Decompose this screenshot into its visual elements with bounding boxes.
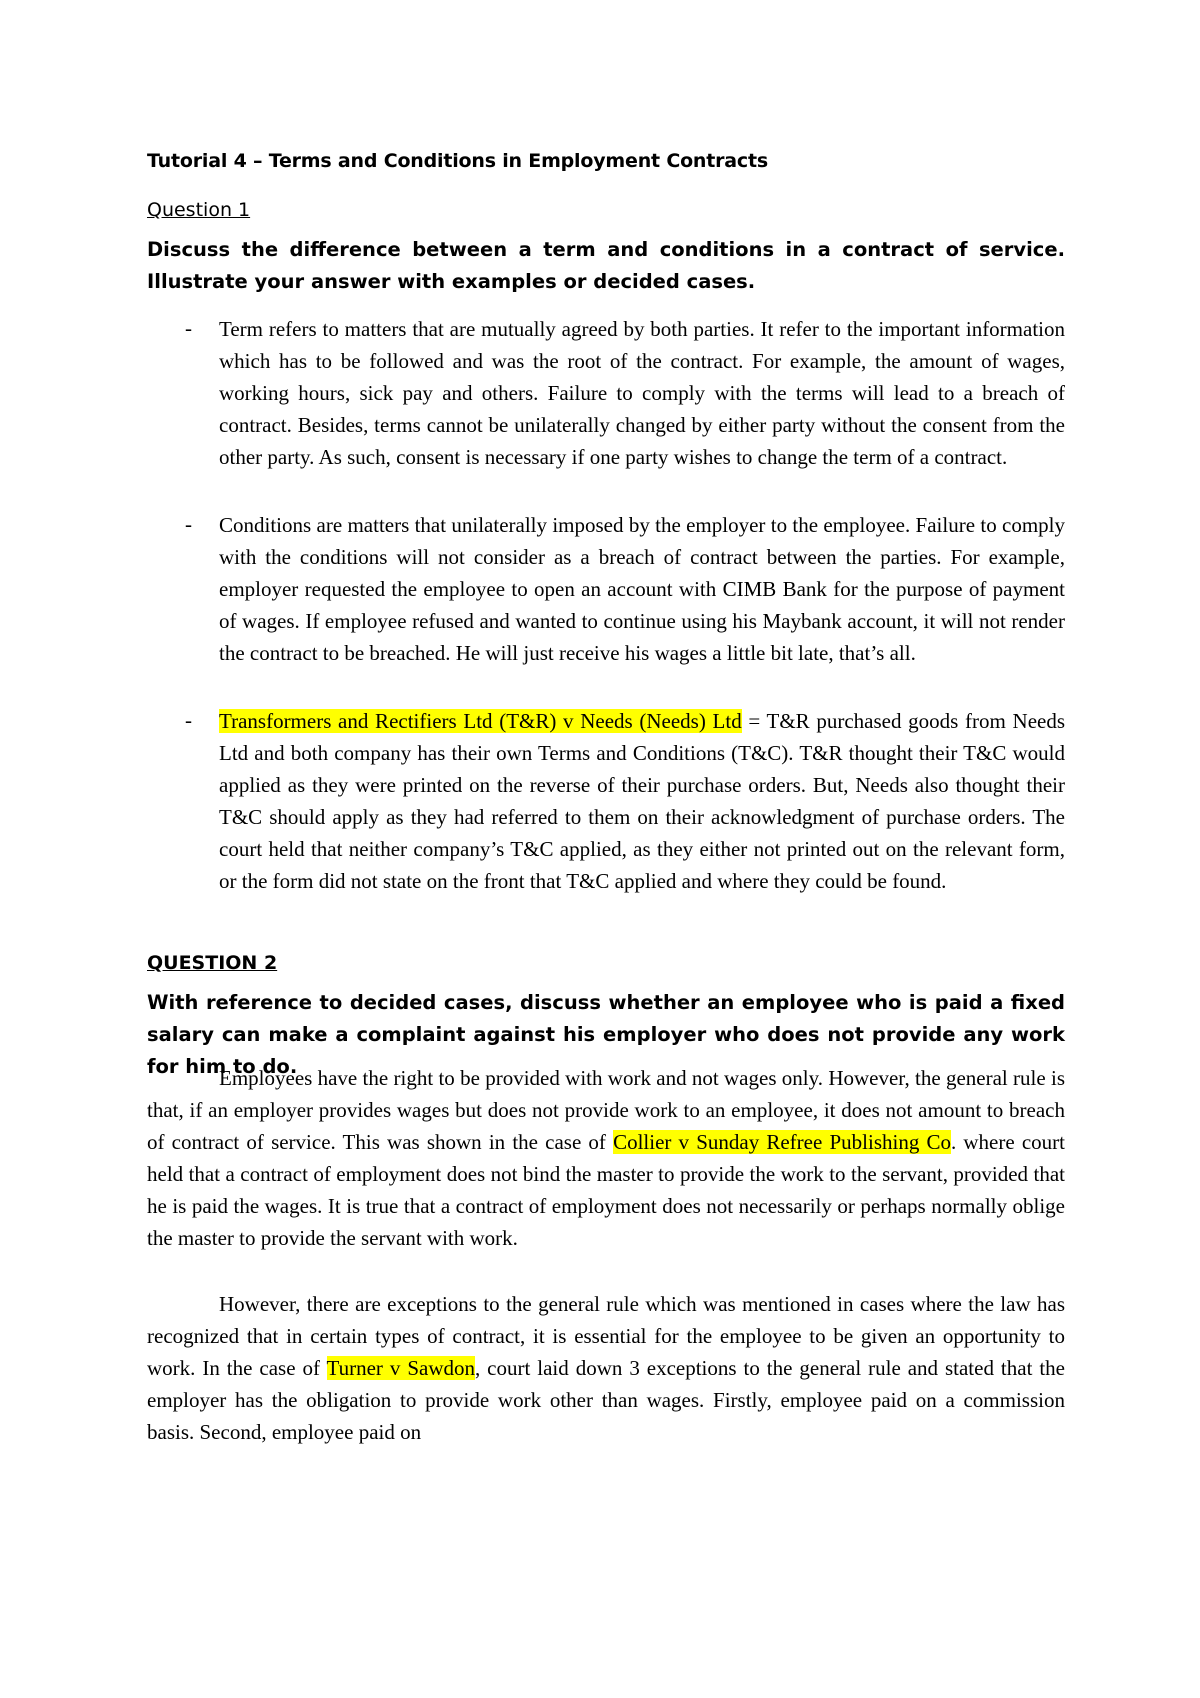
- paragraph-text: However, there are exceptions to the general rule which was mentioned in cases where the law has recognized that in certain types of contract, it is essential for the employee to be given an opportunity to work. In the case of: [147, 1292, 1065, 1380]
- question-1-heading: Question 1: [147, 199, 251, 221]
- bullet-dash: -: [185, 512, 192, 536]
- paragraph-text: , court laid down 3 exceptions to the general rule and stated that the employer has the obligation to provide work other than wages. Firstly, employee paid on a commission basis. Second, employee paid on: [147, 1356, 1065, 1444]
- case-name-highlight: Turner v Sawdon: [326, 1356, 475, 1380]
- case-name-highlight: Transformers and Rectifiers Ltd (T&R) v Needs (Needs) Ltd: [219, 709, 742, 733]
- paragraph-text: . where court held that a contract of employment does not bind the master to provide the work to the servant, provided that he is paid the wages. It is true that a contract of employment does not necessarily or perhaps normally oblige the master to provide the servant with work.: [147, 1130, 1065, 1250]
- bullet-case-example: [219, 705, 1065, 897]
- case-description: = T&R purchased goods from Needs Ltd and both company has their own Terms and Conditions (T&C). T&R thought their T&C would applied as they were printed on the reverse of their purchase orders. But, Needs also thought their T&C should apply as they had referred to them on their acknowledgment of purchase orders. The court held that neither company’s T&C applied, as they either not printed out on the relevant form, or the form did not state on the front that T&C applied and where they could be found.: [219, 709, 1066, 893]
- bullet-dash: -: [185, 708, 192, 732]
- document-title: Tutorial 4 – Terms and Conditions in Employment Contracts: [147, 150, 768, 172]
- answer-paragraph-1: [147, 1062, 1065, 1254]
- bullet-conditions-definition: Conditions are matters that unilaterally imposed by the employer to the employee. Failure to comply with the conditions will not consider as a breach of contract between the parties. For example, employer requested the employee to open an account with CIMB Bank for the purpose of payment of wages. If employee refused and wanted to continue using his Maybank account, it will not render the contract to be breached. He will just receive his wages a little bit late, that’s all.: [219, 513, 1065, 665]
- answer-paragraph-2: [147, 1288, 1065, 1448]
- bullet-term-definition: Term refers to matters that are mutually agreed by both parties. It refer to the important information which has to be followed and was the root of the contract. For example, the amount of wages, working hours, sick pay and others. Failure to comply with the terms will lead to a breach of contract. Besides, terms cannot be unilaterally changed by either party without the consent from the other party. As such, consent is necessary if one party wishes to change the term of a contract.: [219, 317, 1065, 469]
- question-2-text: With reference to decided cases, discuss whether an employee who is paid a fixed salary can make a complaint against his employer who does not provide any work for him to do.: [147, 991, 1065, 1078]
- question-2-heading: QUESTION 2: [147, 952, 278, 974]
- paragraph-text: Employees have the right to be provided with work and not wages only. However, the general rule is that, if an employer provides wages but does not provide work to an employee, it does not amount to breach of contract of service. This was shown in the case of: [147, 1066, 1065, 1154]
- case-name-highlight: Collier v Sunday Refree Publishing Co: [613, 1130, 951, 1154]
- question-1-text: Discuss the difference between a term and conditions in a contract of service. Illustrate your answer with examples or decided cases.: [147, 238, 1065, 293]
- bullet-dash: -: [185, 316, 192, 340]
